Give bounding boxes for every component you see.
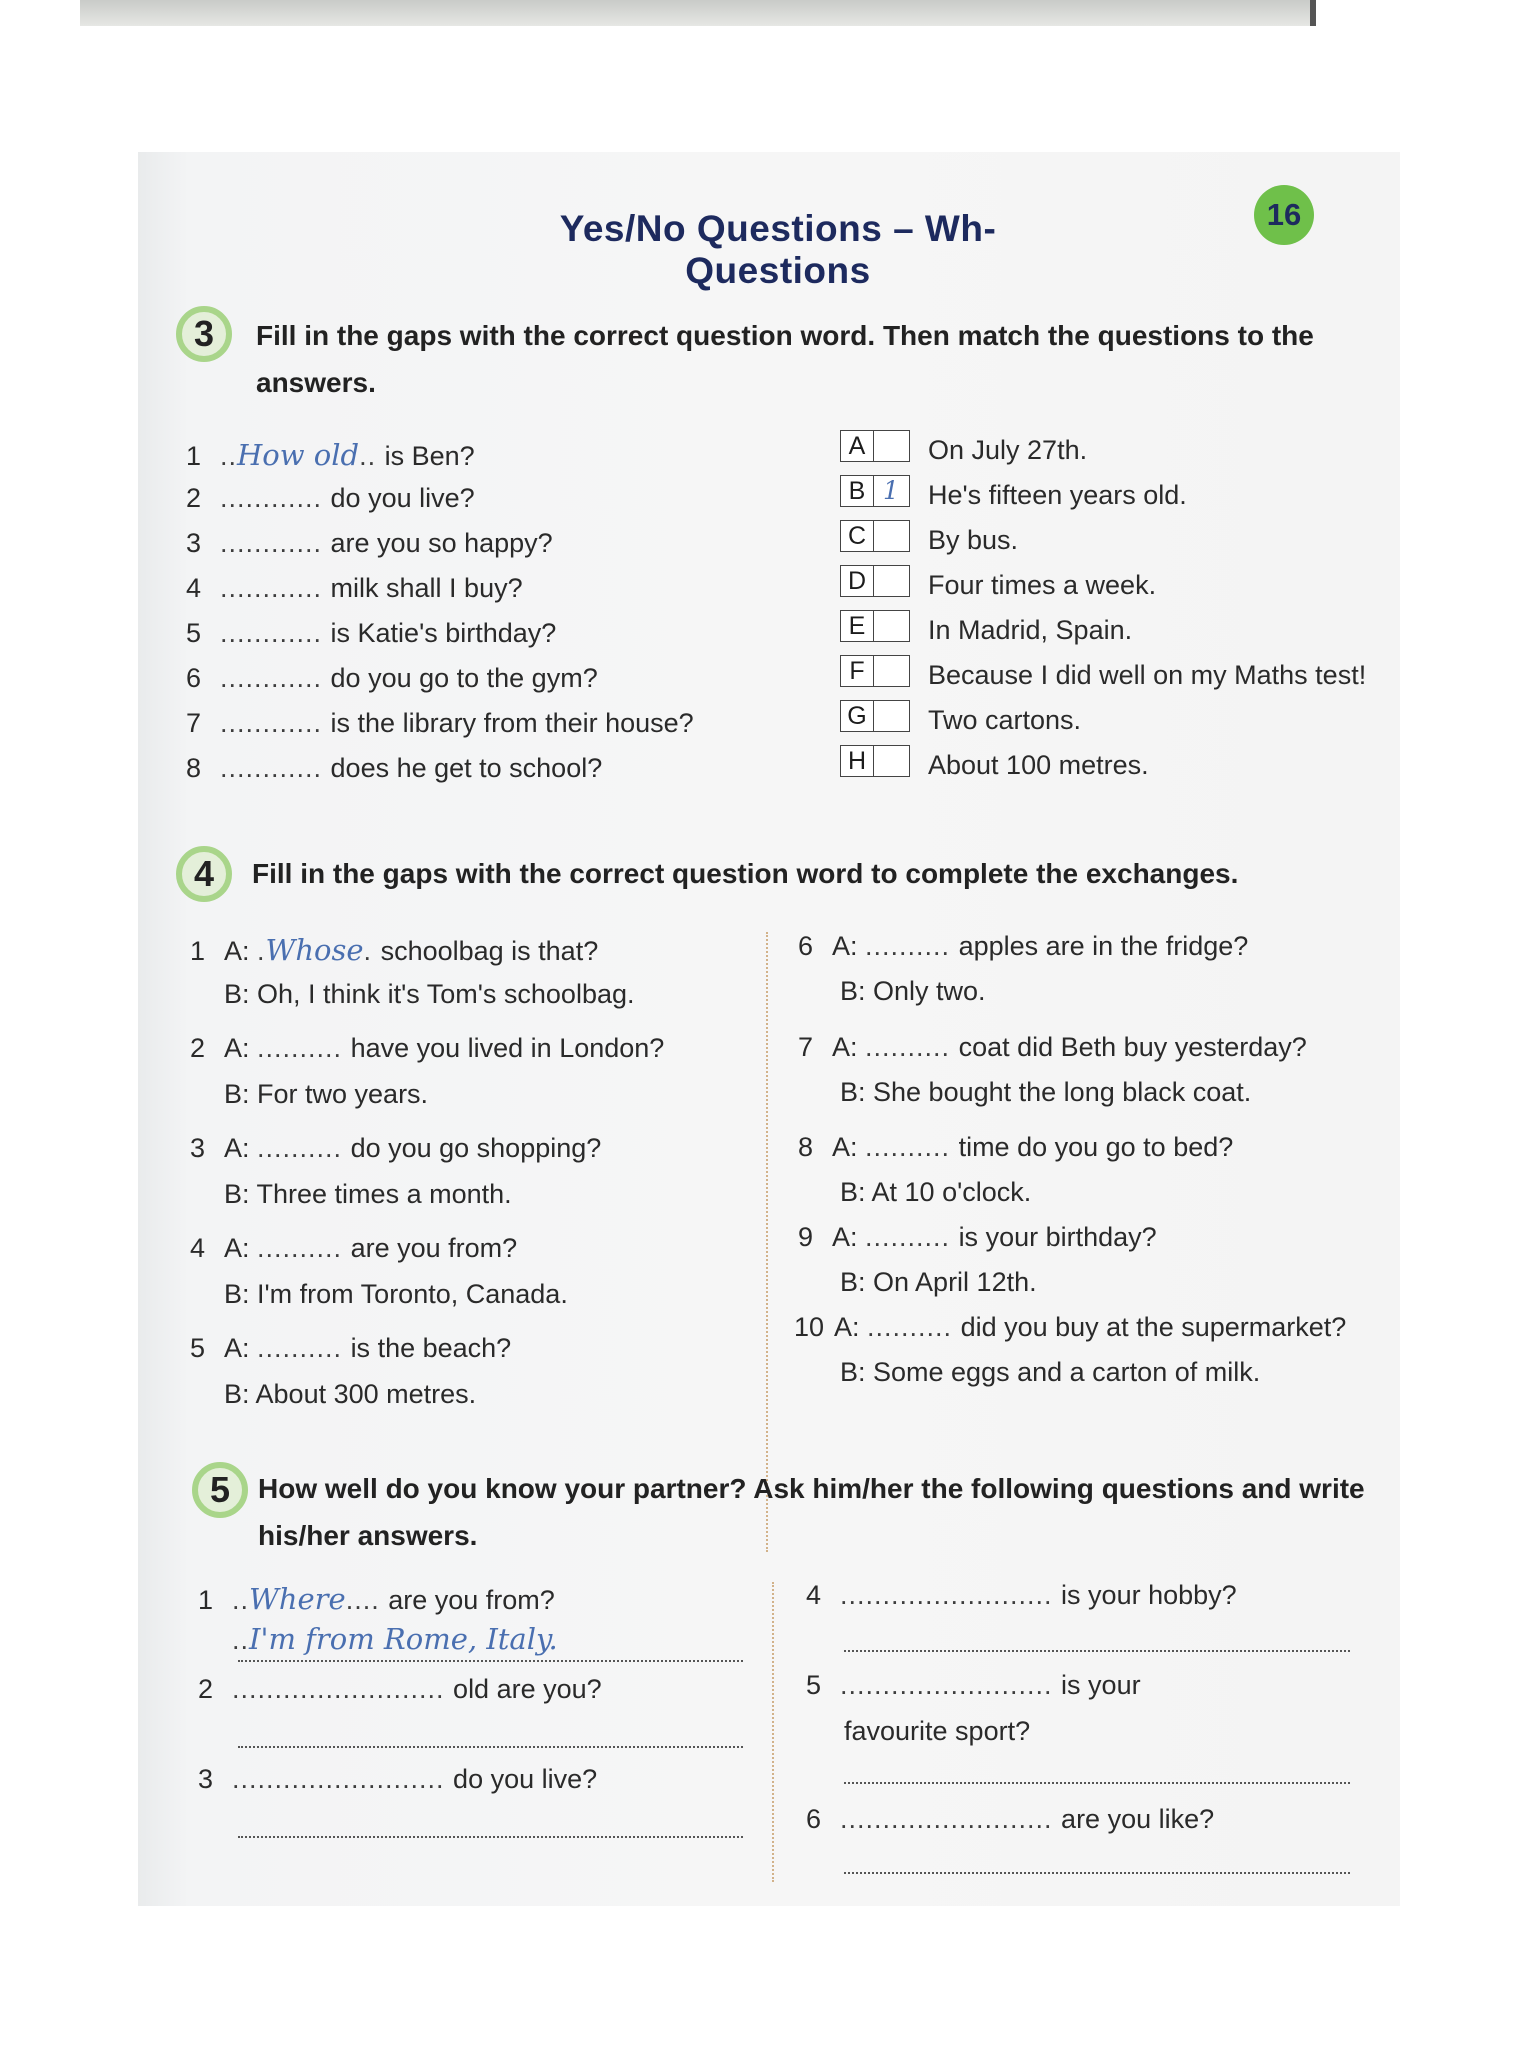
exercise-5-badge: 5 <box>192 1462 248 1518</box>
ex3-question-2: 2 ............ do you live? <box>186 483 475 513</box>
ex3-match-box-b[interactable]: B 1 <box>840 475 910 507</box>
ex4-item-9-a: 9 A: .......... is your birthday? <box>798 1222 1157 1252</box>
ex5-reply-1[interactable]: ..I'm from Rome, Italy. <box>232 1622 558 1656</box>
ex3-question-5: 5 ............ is Katie's birthday? <box>186 618 557 648</box>
ex4-item-10-a: 10 A: .......... did you buy at the supermarket? <box>794 1312 1347 1342</box>
ex3-question-6: 6 ............ do you go to the gym? <box>186 663 598 693</box>
ex3-match-box-f[interactable]: F <box>840 655 910 687</box>
ex5-item-3: 3 ......................... do you live? <box>198 1764 598 1794</box>
ex4-item-6-b: B: Only two. <box>840 976 986 1006</box>
ex5-item-2: 2 ......................... old are you? <box>198 1674 602 1704</box>
ex3-match-box-g[interactable]: G <box>840 700 910 732</box>
ex3-match-box-a[interactable]: A <box>840 430 910 462</box>
ex4-gap-2[interactable]: .......... <box>257 1033 351 1063</box>
ex3-answer-h: About 100 metres. <box>928 750 1149 780</box>
ex4-column-divider <box>766 932 768 1552</box>
ex5-reply-4-line[interactable] <box>844 1650 1350 1652</box>
ex5-item-1: 1 ..Where.... are you from? <box>198 1582 555 1616</box>
ex3-answer-b: He's fifteen years old. <box>928 480 1187 510</box>
ex5-item-5: 5 ......................... is your <box>806 1670 1141 1700</box>
ex4-gap-8[interactable]: .......... <box>865 1132 959 1162</box>
ex5-gap-6[interactable]: ......................... <box>840 1804 1062 1834</box>
ex4-item-2-b: B: For two years. <box>224 1079 429 1109</box>
ex4-item-4-b: B: I'm from Toronto, Canada. <box>224 1279 568 1309</box>
ex4-item-1-a: 1 A: .Whose. schoolbag is that? <box>190 933 599 967</box>
ex4-gap-4[interactable]: .......... <box>257 1233 351 1263</box>
page-title: Yes/No Questions – Wh- Questions <box>559 208 997 291</box>
ex5-gap-5[interactable]: ......................... <box>840 1670 1062 1700</box>
ex4-item-8-b: B: At 10 o'clock. <box>840 1177 1032 1207</box>
ex5-reply-3-line[interactable] <box>238 1836 743 1838</box>
exercise-5-instruction: How well do you know your partner? Ask him/her the following questions and write his/her answers. <box>258 1473 1365 1551</box>
ex4-item-5-b: B: About 300 metres. <box>224 1379 477 1409</box>
ex3-match-box-e[interactable]: E <box>840 610 910 642</box>
ex3-match-box-h[interactable]: H <box>840 745 910 777</box>
ex3-gap-2[interactable]: ............ <box>220 483 331 513</box>
ex4-item-7-b: B: She bought the long black coat. <box>840 1077 1252 1107</box>
ex4-item-8-a: 8 A: .......... time do you go to bed? <box>798 1132 1234 1162</box>
ex4-gap-5[interactable]: .......... <box>257 1333 351 1363</box>
unit-number-badge: 16 <box>1254 185 1314 245</box>
ex4-item-6-a: 6 A: .......... apples are in the fridge? <box>798 931 1249 961</box>
previous-page-edge <box>80 0 1316 26</box>
ex3-answer-c: By bus. <box>928 525 1019 555</box>
ex3-question-4: 4 ............ milk shall I buy? <box>186 573 523 603</box>
ex3-gap-8[interactable]: ............ <box>220 753 331 783</box>
ex4-answer-1[interactable]: Whose <box>265 933 364 967</box>
exercise-3-instruction: Fill in the gaps with the correct question word. Then match the questions to the answers. <box>256 320 1314 398</box>
ex3-question-8: 8 ............ does he get to school? <box>186 753 603 783</box>
ex4-item-4-a: 4 A: .......... are you from? <box>190 1233 518 1263</box>
ex3-question-7: 7 ............ is the library from their house? <box>186 708 694 738</box>
ex4-gap-3[interactable]: .......... <box>257 1133 351 1163</box>
ex4-gap-10[interactable]: .......... <box>867 1312 961 1342</box>
ex5-item-5-cont: favourite sport? <box>844 1716 1031 1746</box>
ex4-gap-6[interactable]: .......... <box>865 931 959 961</box>
ex4-item-3-a: 3 A: .......... do you go shopping? <box>190 1133 602 1163</box>
ex3-gap-5[interactable]: ............ <box>220 618 331 648</box>
ex5-item-4: 4 ......................... is your hobby? <box>806 1580 1237 1610</box>
ex3-match-box-c[interactable]: C <box>840 520 910 552</box>
ex3-answer-g: Two cartons. <box>928 705 1082 735</box>
ex4-item-2-a: 2 A: .......... have you lived in London? <box>190 1033 665 1063</box>
ex5-answer-1[interactable]: Where <box>249 1582 346 1616</box>
exercise-4-instruction: Fill in the gaps with the correct question word to complete the exchanges. <box>252 858 1239 889</box>
ex3-question-1: 1 ..How old.. is Ben? <box>186 438 475 472</box>
ex5-reply-2-line[interactable] <box>238 1746 743 1748</box>
ex5-reply-5-line[interactable] <box>844 1782 1350 1784</box>
ex3-gap-3[interactable]: ............ <box>220 528 331 558</box>
ex3-gap-7[interactable]: ............ <box>220 708 331 738</box>
ex3-gap-6[interactable]: ............ <box>220 663 331 693</box>
ex3-question-3: 3 ............ are you so happy? <box>186 528 553 558</box>
ex3-answer-d: Four times a week. <box>928 570 1157 600</box>
ex3-match-box-d[interactable]: D <box>840 565 910 597</box>
ex4-item-3-b: B: Three times a month. <box>224 1179 512 1209</box>
ex4-item-7-a: 7 A: .......... coat did Beth buy yesterday? <box>798 1032 1307 1062</box>
ex3-answer-f: Because I did well on my Maths test! <box>928 660 1367 690</box>
ex4-item-1-b: B: Oh, I think it's Tom's schoolbag. <box>224 979 635 1009</box>
ex3-answer-e: In Madrid, Spain. <box>928 615 1133 645</box>
ex3-answer-1[interactable]: How old <box>237 438 360 472</box>
ex5-gap-3[interactable]: ......................... <box>232 1764 454 1794</box>
ex5-column-divider <box>772 1582 774 1882</box>
worksheet-page <box>138 152 1400 1906</box>
ex5-reply-1-line <box>238 1660 743 1662</box>
ex4-gap-9[interactable]: .......... <box>865 1222 959 1252</box>
ex5-gap-4[interactable]: ......................... <box>840 1580 1062 1610</box>
ex5-item-6: 6 ......................... are you like? <box>806 1804 1215 1834</box>
ex3-answer-a: On July 27th. <box>928 435 1088 465</box>
ex5-reply-6-line[interactable] <box>844 1872 1350 1874</box>
ex3-gap-4[interactable]: ............ <box>220 573 331 603</box>
ex4-gap-7[interactable]: .......... <box>865 1032 959 1062</box>
ex5-gap-2[interactable]: ......................... <box>232 1674 454 1704</box>
ex4-item-10-b: B: Some eggs and a carton of milk. <box>840 1357 1261 1387</box>
ex4-item-9-b: B: On April 12th. <box>840 1267 1037 1297</box>
ex4-item-5-a: 5 A: .......... is the beach? <box>190 1333 512 1363</box>
exercise-3-badge: 3 <box>176 306 232 362</box>
exercise-4-badge: 4 <box>176 846 232 902</box>
